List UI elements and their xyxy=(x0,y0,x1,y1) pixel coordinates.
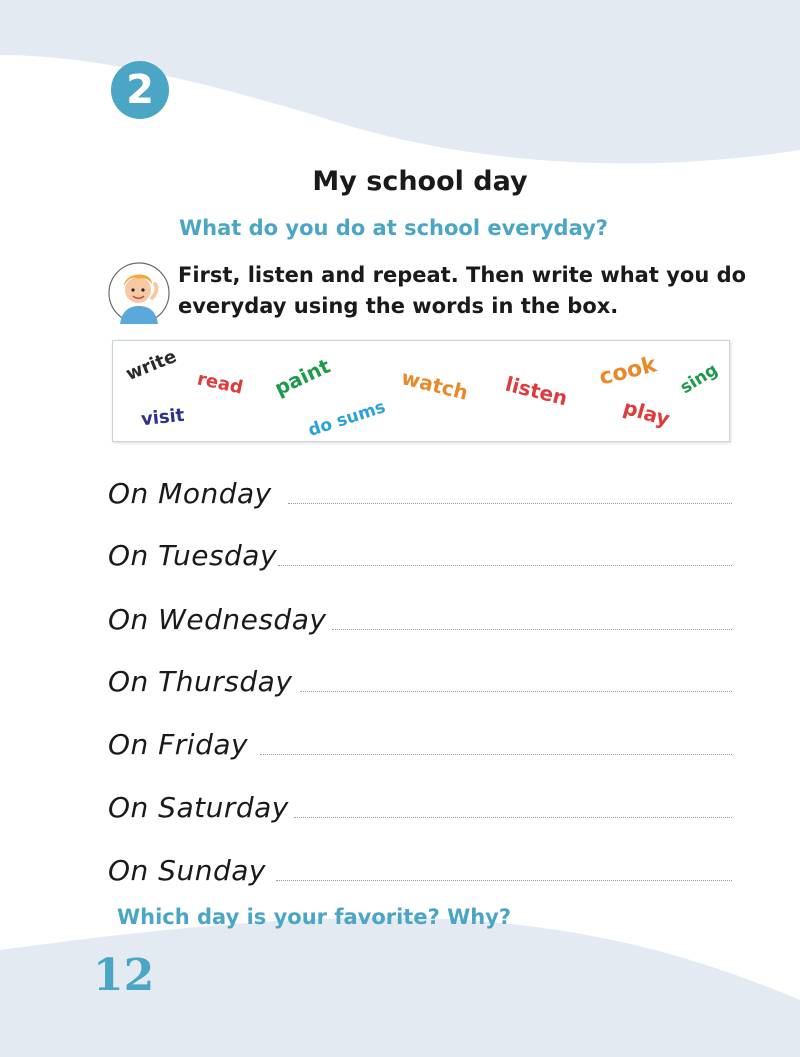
section-subtitle: What do you do at school everyday? xyxy=(179,216,608,240)
writing-line[interactable] xyxy=(288,503,732,504)
word-sing: sing xyxy=(676,359,722,399)
day-label: On Tuesday xyxy=(108,539,278,572)
day-row-monday xyxy=(108,466,732,516)
writing-line[interactable] xyxy=(260,754,732,755)
word-listen: listen xyxy=(503,371,570,411)
word-write: write xyxy=(122,345,180,386)
word-cook: cook xyxy=(596,352,660,391)
day-label: On Monday xyxy=(108,477,272,510)
word-watch: watch xyxy=(399,365,471,405)
day-row-sunday xyxy=(108,843,732,893)
writing-line[interactable] xyxy=(294,817,732,818)
word-do-sums: do sums xyxy=(305,397,388,441)
page-number: 12 xyxy=(93,950,155,1001)
day-label: On Friday xyxy=(108,728,249,761)
writing-line[interactable] xyxy=(300,691,732,692)
day-label: On Saturday xyxy=(108,791,289,824)
writing-line[interactable] xyxy=(278,565,732,566)
boy-character-icon xyxy=(108,262,170,324)
word-read: read xyxy=(195,368,245,399)
unit-number-badge: 2 xyxy=(111,61,169,119)
day-row-friday xyxy=(108,717,732,767)
instruction-text: First, listen and repeat. Then write what you do everyday using the words in the box. xyxy=(178,263,747,318)
word-box xyxy=(112,340,730,442)
page-title: My school day xyxy=(312,166,528,197)
day-row-wednesday xyxy=(108,592,732,642)
day-row-thursday xyxy=(108,654,732,704)
writing-line[interactable] xyxy=(276,880,732,881)
word-visit: visit xyxy=(140,404,186,431)
word-paint: paint xyxy=(270,353,334,401)
day-label: On Sunday xyxy=(108,854,266,887)
writing-line[interactable] xyxy=(332,629,732,630)
day-label: On Thursday xyxy=(108,665,293,698)
word-play: play xyxy=(620,394,673,432)
day-row-saturday xyxy=(108,780,732,830)
day-row-tuesday xyxy=(108,528,732,578)
favorite-day-question: Which day is your favorite? Why? xyxy=(117,905,512,929)
day-label: On Wednesday xyxy=(108,603,327,636)
